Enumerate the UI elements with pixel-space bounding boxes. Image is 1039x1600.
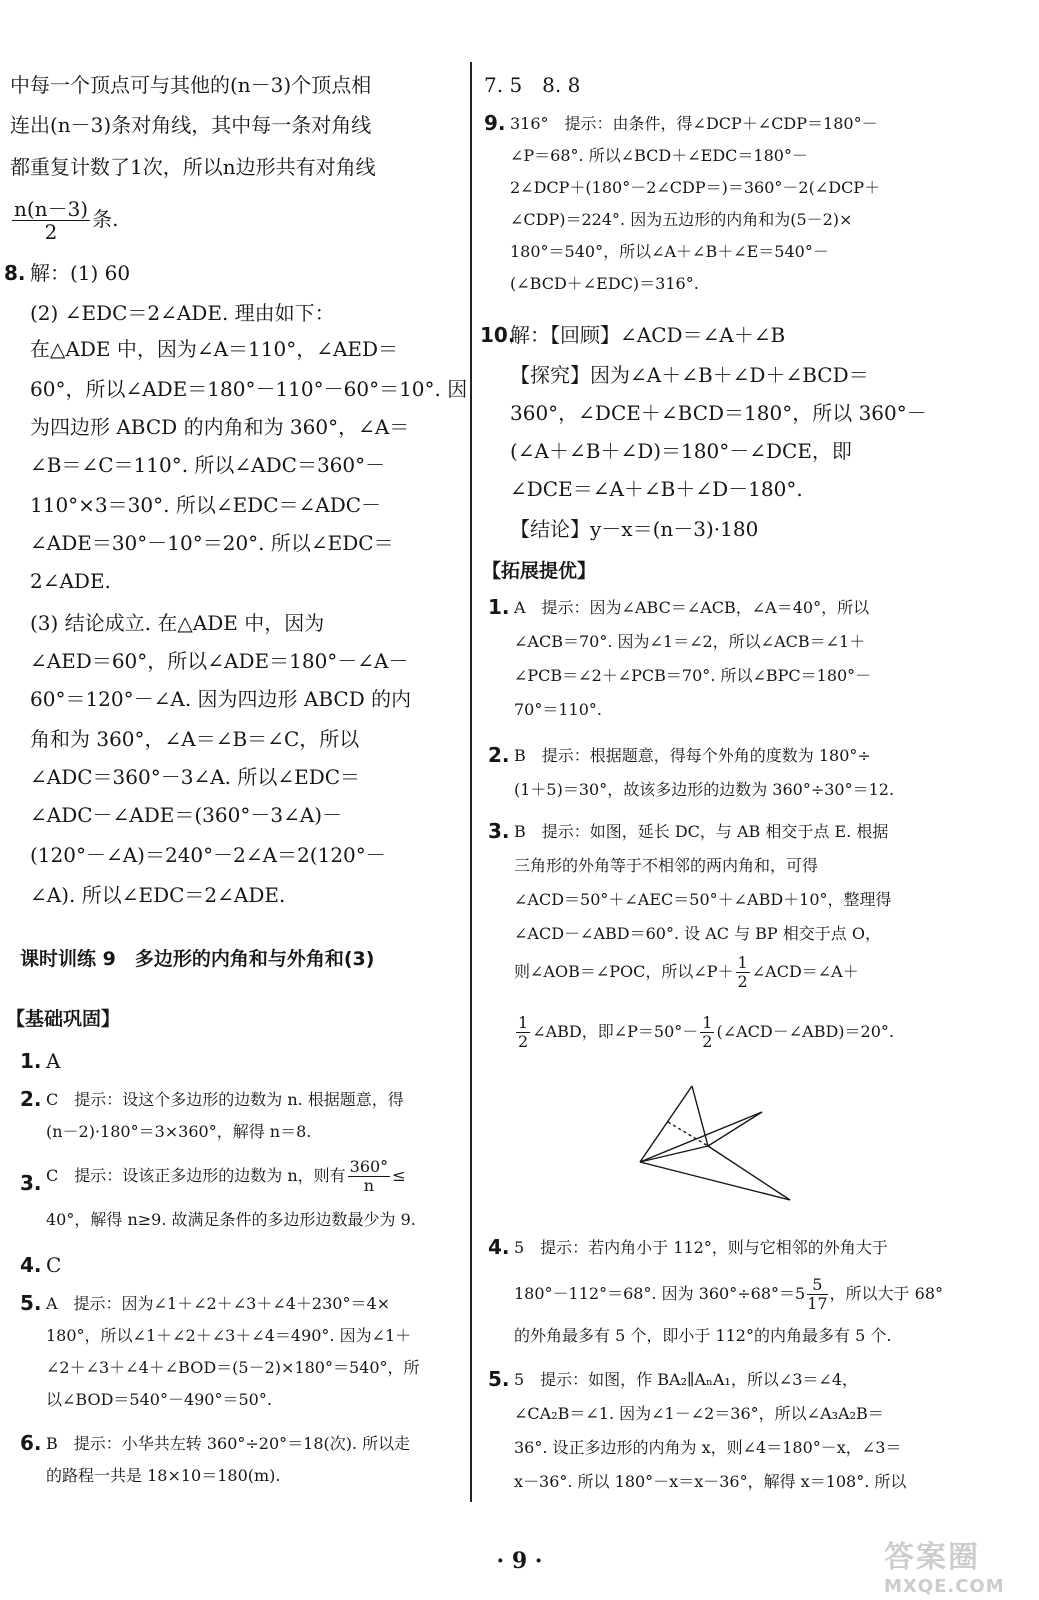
question-number: 1. [488,595,510,619]
answer-text: 5 提示：如图，作 BA₂∥AₙA₁，所以∠3＝∠4， [514,1370,859,1389]
segment-pc [708,1112,762,1146]
text-line: 为四边形 ABCD 的内角和为 360°，∠A＝ [30,415,410,439]
fraction-line: $\frac{n(n-3)}{2}$ 条. [14,197,119,244]
text-line: 在△ADE 中，因为∠A＝110°，∠AED＝ [30,337,399,361]
answer-text: C 提示：设该正多边形的边数为 n，则有 $\frac{360^\circ}{n}$ ≤ [46,1157,406,1195]
fraction: $\frac{n(n-3)}{2}$ [14,197,89,244]
question-number: 9. [484,111,506,135]
answer-text: 5 提示：若内角小于 112°，则与它相邻的外角大于 [514,1238,888,1257]
answer-text: 7. 5 8. 8 [484,73,581,97]
question-number: 10. [480,323,516,347]
text-line: 中每一个顶点可与其他的(n－3)个顶点相 [10,73,372,97]
answer-text: 的路程一共是 18×10＝180(m). [46,1466,281,1485]
answer-text: x－36°. 所以 180°－x＝x－36°，解得 x＝108°. 所以 [514,1472,907,1491]
answer-text: A 提示：因为∠ABC＝∠ACB，∠A＝40°，所以 [514,598,870,617]
text-line: ∠ADC－∠ADE＝(360°－3∠A)－ [30,803,343,827]
answer-text: $\frac{1}{2}$ ∠ABD，即∠P＝50°－ $\frac{1}{2}$ (∠ACD－∠ABD)＝20°. [518,1013,894,1051]
answer-text: ∠P＝68°. 所以∠BCD＋∠EDC＝180°－ [510,146,808,165]
text-line: 【探究】因为∠A＋∠B＋∠D＋∠BCD＝ [510,363,869,387]
question-number: 4. [488,1235,510,1259]
answer-text: 2∠DCP＋(180°－2∠CDP＝)＝360°－2(∠DCP＋ [510,178,881,197]
answer-text: C [46,1253,62,1277]
text-line: ∠DCE＝∠A＋∠B＋∠D－180°. [510,477,803,501]
page-number: · 9 · [496,1548,543,1574]
question-number: 5. [20,1291,42,1315]
answer-text: ∠ACB＝70°. 因为∠1＝∠2，所以∠ACB＝∠1＋ [514,632,866,651]
answer-text: ∠2＋∠3＋∠4＋∠BOD＝(5－2)×180°＝540°，所 [46,1358,420,1377]
answer-text: B 提示：小华共左转 360°÷20°＝18(次). 所以走 [46,1434,411,1453]
text-line: ∠ADE＝30°－10°＝20°. 所以∠EDC＝ [30,531,394,555]
answer-text: ∠ACD－∠ABD＝60°. 设 AC 与 BP 相交于点 O， [514,924,881,943]
answer-text: 70°＝110°. [514,700,602,719]
question-number: 5. [488,1367,510,1391]
answer-text: 40°，解得 n≥9. 故满足条件的多边形边数最少为 9. [46,1210,416,1229]
answer-text: (∠BCD＋∠EDC)＝316°. [510,274,699,293]
text-line: (3) 结论成立. 在△ADE 中，因为 [30,611,325,635]
answer-text: (n－2)·180°＝3×360°，解得 n＝8. [46,1122,312,1141]
lesson-title: 课时训练 9 多边形的内角和与外角和(3) [20,948,375,970]
answer-text: B 提示：如图，延长 DC，与 AB 相交于点 E. 根据 [514,822,889,841]
section-heading-basic: 【基础巩固】 [6,1008,121,1030]
fraction-half: $\frac{1}{2}$ [737,953,748,991]
text-line: ∠B＝∠C＝110°. 所以∠ADC＝360°－ [30,453,386,477]
answer-text: 36°. 设正多边形的内角为 x，则∠4＝180°－x，∠3＝ [514,1438,902,1457]
question-number: 2. [488,743,510,767]
geometry-figure [630,1072,820,1212]
text-line: ∠A). 所以∠EDC＝2∠ADE. [30,883,286,907]
question-number: 2. [20,1087,42,1111]
question-number: 6. [20,1431,42,1455]
answer-text: ∠CA₂B＝∠1. 因为∠1－∠2＝36°，所以∠A₃A₂B＝ [514,1404,884,1423]
section-heading-extend: 【拓展提优】 [482,560,597,582]
text-line: 360°，∠DCE＋∠BCD＝180°，所以 360°－ [510,401,927,425]
segment-bd [640,1162,790,1200]
answer-text: A 提示：因为∠1＋∠2＋∠3＋∠4＋230°＝4× [46,1294,391,1313]
text-line: 60°＝120°－∠A. 因为四边形 ABCD 的内 [30,687,412,711]
answer-text: 以∠BOD＝540°－490°＝50°. [46,1390,272,1409]
text-line: 连出(n－3)条对角线，其中每一条对角线 [10,113,372,137]
text-line: 解：【回顾】∠ACD＝∠A＋∠B [510,323,786,347]
text-line: 角和为 360°，∠A＝∠B＝∠C，所以 [30,727,360,751]
answer-text: 180°＝540°，所以∠A＋∠B＋∠E＝540°－ [510,242,829,261]
answer-text: B 提示：根据题意，得每个外角的度数为 180°÷ [514,746,871,765]
answer-text: 180°－112°＝68°. 因为 360°÷68°＝5 $\frac{5}{17}$ ，所以大于 68° [514,1275,943,1313]
text-line: ∠AED＝60°，所以∠ADE＝180°－∠A－ [30,649,409,673]
text-line: ∠ADC＝360°－3∠A. 所以∠EDC＝ [30,765,361,789]
answer-text: 316° 提示：由条件，得∠DCP＋∠CDP＝180°－ [510,114,878,133]
question-number: 1. [20,1049,42,1073]
answer-text: A [46,1049,61,1073]
text-line: 解：(1) 60 [30,261,131,285]
fraction: $\frac{360^\circ}{n}$ [349,1157,389,1195]
column-divider [470,62,472,1502]
answer-text: ∠ACD＝50°＋∠AEC＝50°＋∠ABD＋10°，整理得 [514,890,892,909]
text-line: 都重复计数了1次，所以n边形共有对角线 [10,155,376,179]
answer-text: (1＋5)＝30°，故该多边形的边数为 360°÷30°＝12. [514,780,895,799]
question-number: 4. [20,1253,42,1277]
watermark [884,1532,1005,1597]
text-line: 60°，所以∠ADE＝180°－110°－60°＝10°. 因 [30,377,468,401]
question-number: 3. [488,819,510,843]
text-line: (120°－∠A)＝240°－2∠A＝2(120°－ [30,843,386,867]
segment-cd [708,1146,790,1200]
answer-text: 180°，所以∠1＋∠2＋∠3＋∠4＝490°. 因为∠1＋ [46,1326,412,1345]
fraction-half: $\frac{1}{2}$ [518,1013,529,1051]
question-number: 3. [20,1171,42,1195]
text-line: 【结论】y－x＝(n－3)·180 [510,517,759,541]
watermark-bottom: MXQE.COM [884,1576,1005,1597]
text-line: 110°×3＝30°. 所以∠EDC＝∠ADC－ [30,493,382,517]
answer-text: 的外角最多有 5 个，即小于 112°的内角最多有 5 个. [514,1326,892,1345]
answer-text: 则∠AOB＝∠POC，所以∠P＋ $\frac{1}{2}$ ∠ACD＝∠A＋ [514,953,859,991]
text-line: (2) ∠EDC＝2∠ADE. 理由如下： [30,301,335,325]
watermark-top: 答案圈 [884,1540,980,1575]
answer-text: 三角形的外角等于不相邻的两内角和，可得 [514,856,819,875]
fraction: $\frac{5}{17}$ [807,1275,828,1313]
question-number: 8. [4,261,26,285]
text-line: (∠A＋∠B＋∠D)＝180°－∠DCE，即 [510,439,852,463]
fraction-half: $\frac{1}{2}$ [702,1013,713,1051]
answer-text: C 提示：设这个多边形的边数为 n. 根据题意，得 [46,1090,404,1109]
answer-text: ∠CDP)＝224°. 因为五边形的内角和为(5－2)× [510,210,853,229]
text-line: 2∠ADE. [30,569,111,593]
answer-text: ∠PCB＝∠2＋∠PCB＝70°. 所以∠BPC＝180°－ [514,666,872,685]
